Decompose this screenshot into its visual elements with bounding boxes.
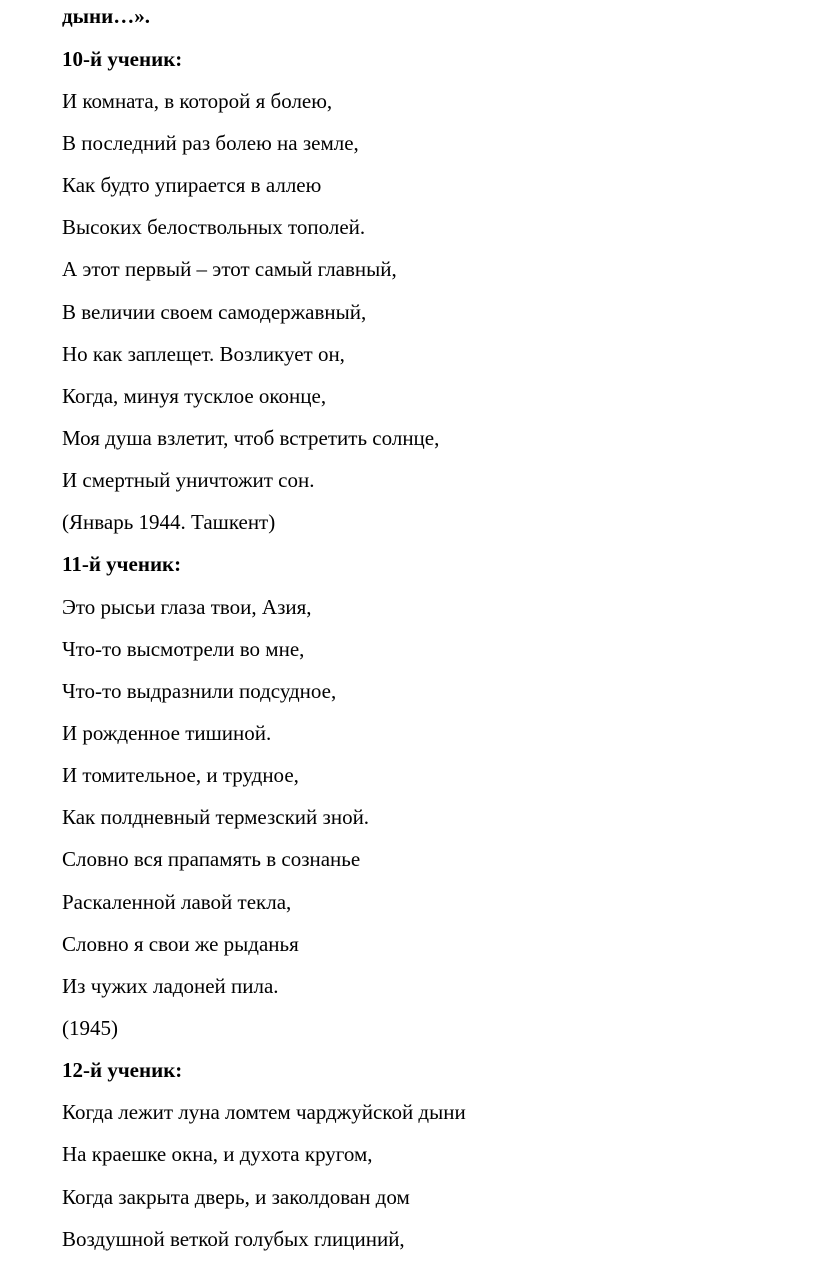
poem-line: А этот первый – этот самый главный, <box>62 257 397 281</box>
poem-line: Что-то высмотрели во мне, <box>62 637 305 661</box>
poem-line: Когда закрыта дверь, и заколдован дом <box>62 1185 410 1209</box>
poem-line: И смертный уничтожит сон. <box>62 468 315 492</box>
poem-line: Моя душа взлетит, чтоб встретить солнце, <box>62 426 440 450</box>
poem-line: Высоких белоствольных тополей. <box>62 215 366 239</box>
poem-line: В последний раз болею на земле, <box>62 131 359 155</box>
poem-line: В величии своем самодержавный, <box>62 300 367 324</box>
poem-line: Когда лежит луна ломтем чарджуйской дыни <box>62 1100 466 1124</box>
poem-line: Воздушной веткой голубых глициний, <box>62 1227 405 1251</box>
poem-line: Словно вся прапамять в сознанье <box>62 847 361 871</box>
poem-line: Это рысьи глаза твои, Азия, <box>62 595 312 619</box>
poem-date: (1945) <box>62 1016 118 1040</box>
poem-line: Но как заплещет. Возликует он, <box>62 342 345 366</box>
poem-line: И рожденное тишиной. <box>62 721 272 745</box>
poem-date: (Январь 1944. Ташкент) <box>62 510 276 534</box>
poem-line: Когда, минуя тусклое оконце, <box>62 384 327 408</box>
poem-line: На краешке окна, и духота кругом, <box>62 1142 373 1166</box>
poem-line: Раскаленной лавой текла, <box>62 890 292 914</box>
fragment-line: дыни…». <box>62 4 150 28</box>
speaker-heading: 10-й ученик: <box>62 47 183 71</box>
speaker-heading: 12-й ученик: <box>62 1058 183 1082</box>
poem-line: И комната, в которой я болею, <box>62 89 333 113</box>
poem-line: Из чужих ладоней пила. <box>62 974 279 998</box>
poem-line: И томительное, и трудное, <box>62 763 299 787</box>
poem-line: Словно я свои же рыданья <box>62 932 299 956</box>
speaker-heading: 11-й ученик: <box>62 552 182 576</box>
poem-line: Как полдневный термезский зной. <box>62 805 370 829</box>
poem-line: Как будто упирается в аллею <box>62 173 322 197</box>
poem-line: Что-то выдразнили подсудное, <box>62 679 337 703</box>
